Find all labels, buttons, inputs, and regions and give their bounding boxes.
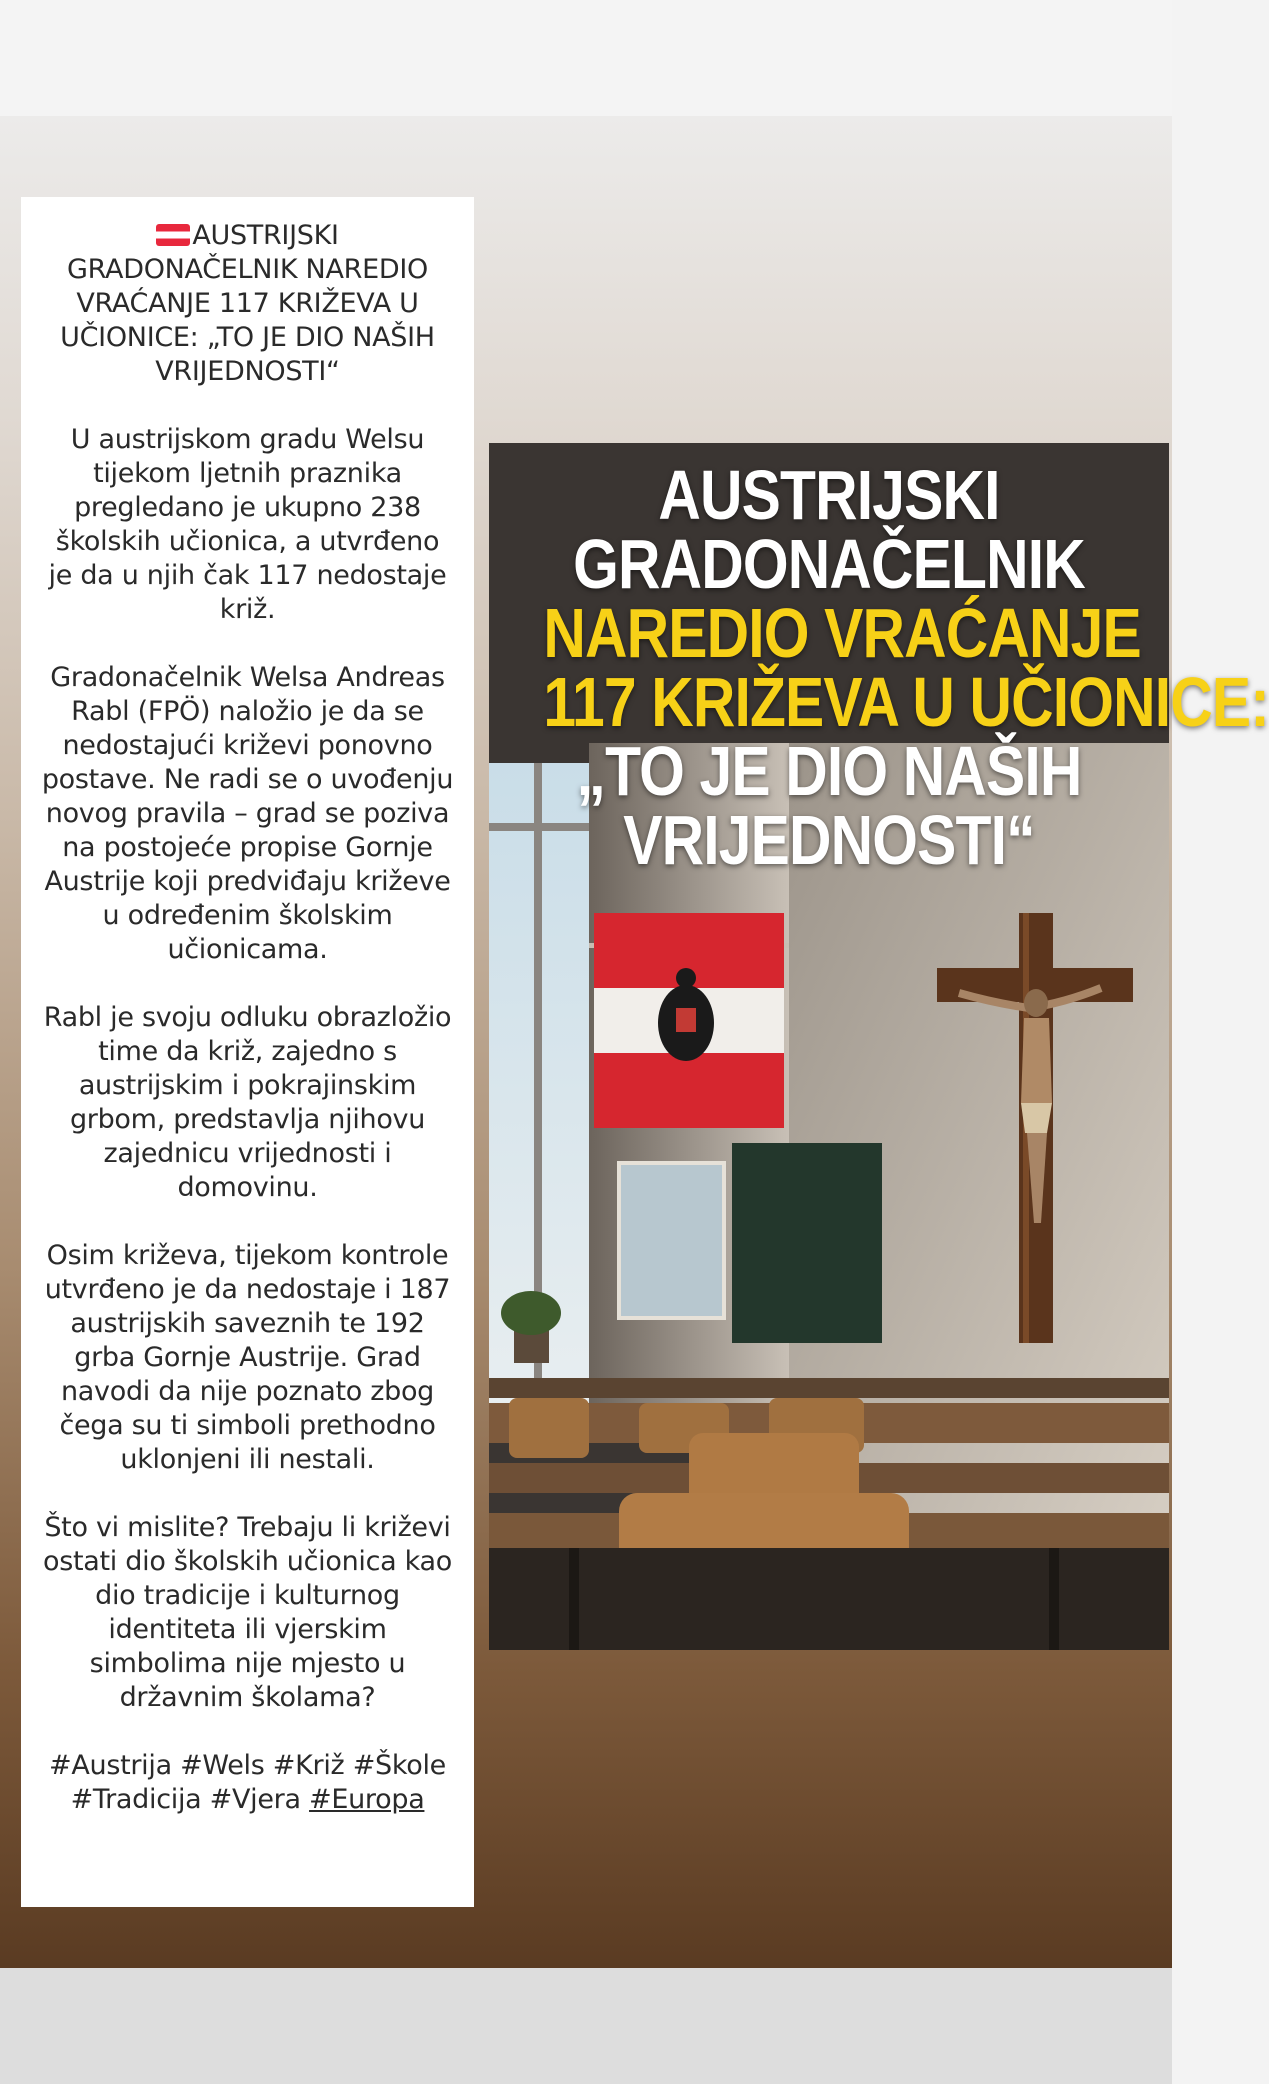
caption-paragraph-5: Što vi mislite? Trebaju li križevi ostati dio školskih učionica kao dio tradicije i kulturnog identiteta ili vjerskim simbolima nije mjesto u državnim školama?	[43, 1512, 452, 1713]
caption-title-text: AUSTRIJSKI GRADONAČELNIK NAREDIO VRAĆANJE 117 KRIŽEVA U UČIONICE: „TO JE DIO NAŠIH VRIJEDNOSTI“	[60, 220, 435, 387]
austria-flag-icon	[156, 224, 190, 246]
bottom-bar	[0, 1968, 1172, 2084]
caption-card	[21, 197, 474, 1907]
headline-line-4: 117 KRIŽEVA U UČIONICE:	[543, 663, 1269, 741]
caption-paragraph-3: Rabl je svoju odluku obrazložio time da križ, zajedno s austrijskim i pokrajinskim grbom, predstavlja njihovu zajednicu vrijednosti i domovinu.	[43, 1002, 452, 1203]
flag-stripe-bottom	[594, 1053, 784, 1128]
headline-line-6: VRIJEDNOSTI“	[623, 801, 1035, 879]
hashtag-europa-link[interactable]: #Europa	[309, 1784, 425, 1815]
caption-title	[41, 219, 454, 389]
hashtags-text: #Austrija #Wels #Križ #Škole #Tradicija #Vjera	[49, 1750, 446, 1815]
headline-line-1: AUSTRIJSKI	[658, 456, 1000, 534]
poster-image	[489, 443, 1269, 1650]
top-bar	[0, 0, 1172, 116]
headline-line-5: „TO JE DIO NAŠIH	[576, 732, 1082, 810]
caption-paragraph-2: Gradonačelnik Welsa Andreas Rabl (FPÖ) naložio je da se nedostajući križevi ponovno postave. Ne radi se o uvođenju novog pravila – grad se poziva na postojeće propise Gornje Austrije koji predviđaju križeve u određenim školskim učionicama.	[41, 662, 454, 965]
caption-paragraph-4: Osim križeva, tijekom kontrole utvrđeno je da nedostaje i 187 austrijskih saveznih te 192 grba Gornje Austrije. Grad navodi da nije poznato zbog čega su ti simboli prethodno uklonjeni ili nestali.	[44, 1240, 451, 1475]
poster-headline	[543, 456, 1269, 879]
caption-hashtags	[41, 1749, 454, 1817]
headline-line-2: GRADONAČELNIK	[573, 525, 1085, 603]
chalkboard	[732, 1143, 882, 1343]
headline-line-3: NAREDIO VRAĆANJE	[543, 594, 1141, 672]
map-poster	[619, 1163, 724, 1318]
caption-paragraph-1: U austrijskom gradu Welsu tijekom ljetnih praznika pregledano je ukupno 238 školskih učionica, a utvrđeno je da u njih čak 117 nedostaje križ.	[48, 424, 447, 625]
